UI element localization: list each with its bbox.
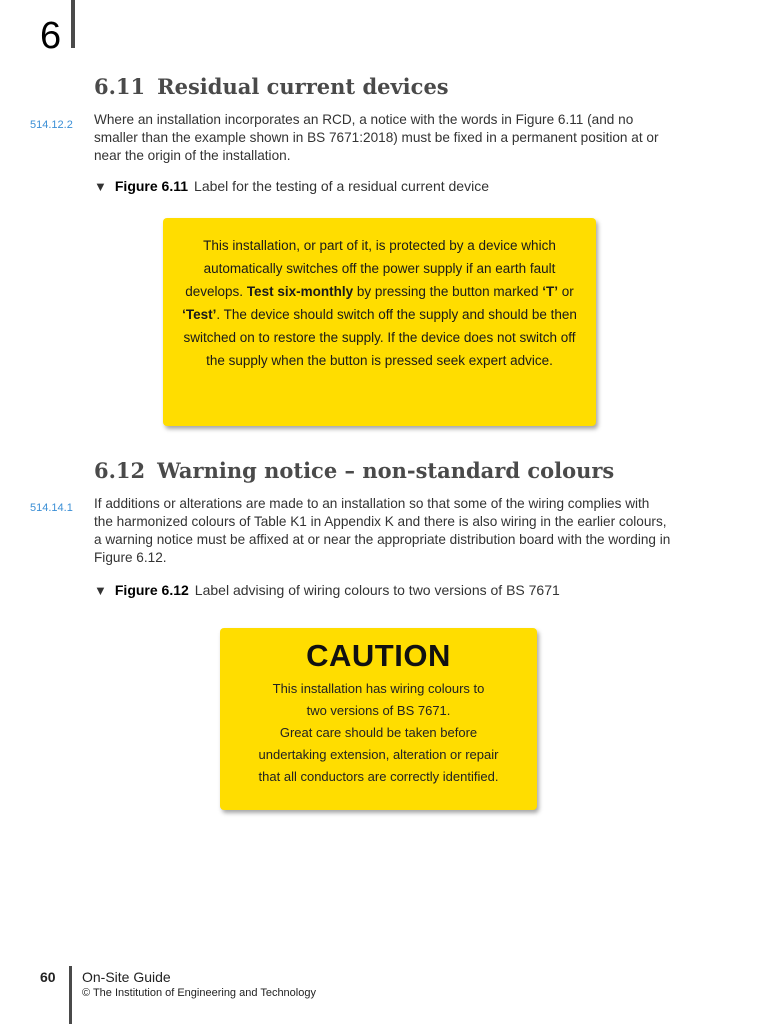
margin-reference: 514.12.2 — [30, 119, 73, 131]
caution-line: Great care should be taken before — [279, 725, 478, 740]
page-number: 60 — [40, 969, 56, 985]
caution-line: This installation has wiring colours to — [272, 681, 485, 696]
triangle-down-icon: ▼ — [94, 179, 107, 194]
section-title: Residual current devices — [157, 74, 449, 99]
section-body-6-11: Where an installation incorporates an RCD, a notice with the words in Figure 6.11 (and no smaller than the example shown in BS 7671:2018) must be fixed in a permanent position at or near the origin of the installation. — [94, 112, 659, 163]
figure-label: Figure 6.12 — [114, 582, 189, 598]
section-number: 6.11 — [94, 74, 146, 99]
figure-caption-6-12 — [94, 582, 560, 598]
footer-copyright: © The Institution of Engineering and Technology — [82, 987, 316, 999]
caution-line: two versions of BS 7671. — [306, 703, 451, 718]
section-heading-6-12 — [94, 458, 614, 483]
section-number: 6.12 — [94, 458, 146, 483]
caution-line: that all conductors are correctly identified. — [258, 769, 499, 784]
rcd-text-part: . The device should switch off the supply and should be then switched on to restore the supply. If the device does not switch off the supply when the button is pressed seek expert advice. — [183, 307, 577, 368]
margin-reference: 514.14.1 — [30, 502, 73, 514]
figure-caption-text: Label for the testing of a residual current device — [194, 178, 489, 194]
section-title: Warning notice – non-standard colours — [157, 458, 615, 483]
section-heading-6-11 — [94, 74, 449, 99]
figure-label: Figure 6.11 — [114, 178, 189, 194]
footer-title: On-Site Guide — [82, 969, 171, 985]
rcd-text-part: or — [557, 284, 574, 299]
figure-caption-text: Label advising of wiring colours to two versions of BS 7671 — [194, 582, 560, 598]
caution-label — [220, 628, 537, 810]
triangle-down-icon: ▼ — [94, 583, 107, 598]
chapter-number: 6 — [40, 15, 62, 57]
rcd-text-part: This installation, or part of it, is protected by a device which automatically switches off the power supply if an earth fault develops. — [185, 238, 556, 299]
rcd-test-label — [163, 218, 596, 426]
figure-caption-6-11 — [94, 178, 489, 194]
chapter-divider — [71, 0, 75, 48]
footer-divider — [69, 966, 72, 1024]
rcd-bold-part: ‘Test’ — [182, 307, 217, 322]
rcd-bold-part: Test six-monthly — [246, 284, 354, 299]
rcd-text-part: by pressing the button marked — [353, 284, 543, 299]
rcd-bold-part: ‘T’ — [542, 284, 558, 299]
caution-line: undertaking extension, alteration or repair — [258, 747, 499, 762]
rcd-label-text — [163, 218, 596, 372]
section-body-6-12: If additions or alterations are made to an installation so that some of the wiring complies with the harmonized colours of Table K1 in Appendix K and there is also wiring in the earlier colours, a warning notice must be affixed at or near the appropriate distribution board with the wording in Figure 6.12. — [94, 496, 671, 565]
caution-title: CAUTION — [306, 638, 451, 673]
